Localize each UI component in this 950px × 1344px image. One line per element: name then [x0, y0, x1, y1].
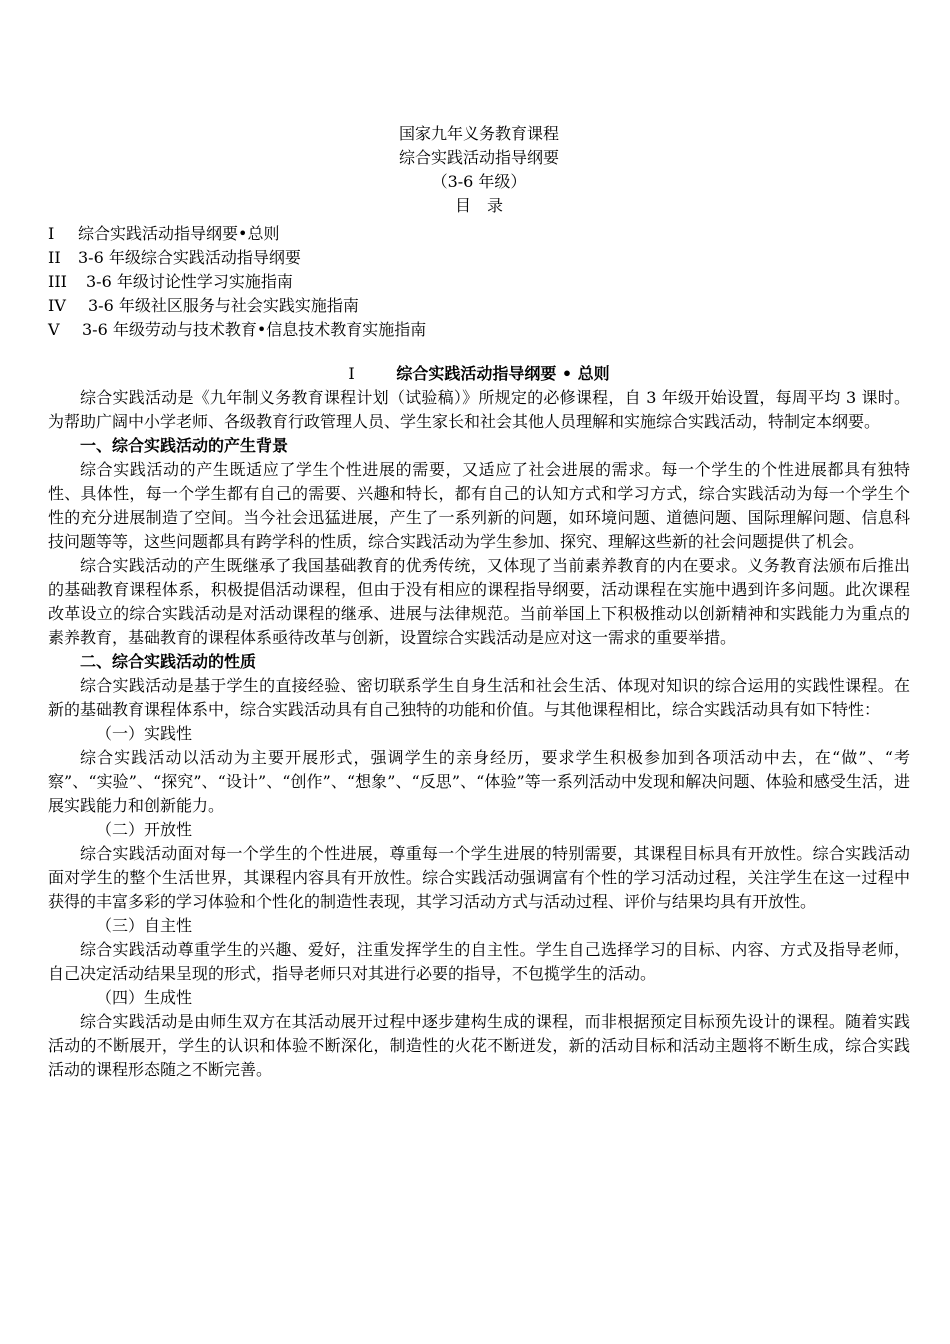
course-title: 国家九年义务教育课程 [398, 124, 559, 143]
section-heading [48, 362, 910, 386]
toc-item-text: 3-6 年级讨论性学习实施指南 [86, 272, 293, 291]
subheading-openness: （二）开放性 [96, 820, 193, 839]
toc-item-text: 3-6 年级劳动与技术教育•信息技术教育实施指南 [82, 320, 427, 339]
generative-paragraph: 综合实践活动是由师生双方在其活动展开过程中逐步建构生成的课程，而非根据预定目标预先设计的课程。随着实践活动的不断展开，学生的认识和体验不断深化，制造性的火花不断迸发，新的活动目标和活动主题将不断生成，综合实践活动的课程形态随之不断完善。 [48, 1012, 910, 1079]
toc-item [48, 294, 910, 318]
intro-paragraph: 综合实践活动是《九年制义务教育课程计划（试验稿）》所规定的必修课程，自 3 年级开始设置，每周平均 3 课时。为帮助广阔中小学老师、各级教育行政管理人员、学生家长和社会其他人员理解和实施综合实践活动，特制定本纲要。 [48, 388, 910, 431]
openness-paragraph: 综合实践活动面对每一个学生的个性进展，尊重每一个学生进展的特别需要，其课程目标具有开放性。综合实践活动面对学生的整个生活世界，其课程内容具有开放性。综合实践活动强调富有个性的学习活动过程，关注学生在这一过程中获得的丰富多彩的学习体验和个性化的制造性表现，其学习活动方式与活动过程、评价与结果均具有开放性。 [48, 844, 910, 911]
background-paragraph-1: 综合实践活动的产生既适应了学生个性进展的需要，又适应了社会进展的需求。每一个学生的个性进展都具有独特性、具体性，每一个学生都有自己的需要、兴趣和特长，都有自己的认知方式和学习方式，综合实践活动为每一个学生个性的充分进展制造了空间。当今社会迅猛进展，产生了一系列新的问题，如环境问题、道德问题、国际理解问题、信息科技问题等等，这些问题都具有跨学科的性质，综合实践活动为学生参加、探究、理解这些新的社会问题提供了机会。 [48, 460, 910, 551]
toc-item-number: V [48, 320, 60, 339]
toc-item-number: I [48, 224, 55, 243]
subheading-generative: （四）生成性 [96, 988, 193, 1007]
toc-item-text: 综合实践活动指导纲要•总则 [78, 224, 280, 243]
toc-item-text: 3-6 年级社区服务与社会实践实施指南 [88, 296, 359, 315]
grade-range: （3-6 年级） [431, 172, 527, 191]
heading-nature: 二、综合实践活动的性质 [80, 652, 257, 671]
toc-item [48, 270, 910, 294]
title-block [48, 122, 910, 218]
section-title-text: 综合实践活动指导纲要 • 总则 [396, 364, 610, 383]
nature-paragraph: 综合实践活动是基于学生的直接经验、密切联系学生自身生活和社会生活、体现对知识的综合运用的实践性课程。在新的基础教育课程体系中，综合实践活动具有自己独特的功能和价值。与其他课程相比，综合实践活动具有如下特性： [48, 676, 910, 719]
toc-item [48, 222, 910, 246]
autonomy-paragraph: 综合实践活动尊重学生的兴趣、爱好，注重发挥学生的自主性。学生自己选择学习的目标、内容、方式及指导老师，自己决定活动结果呈现的形式，指导老师只对其进行必要的指导，不包揽学生的活动。 [48, 940, 910, 983]
document-title: 综合实践活动指导纲要 [398, 148, 559, 167]
subheading-practice: （一）实践性 [96, 724, 193, 743]
section-number: I [348, 364, 355, 383]
toc-item [48, 246, 910, 270]
document-page [48, 122, 910, 1082]
toc-item [48, 318, 910, 342]
heading-background: 一、综合实践活动的产生背景 [80, 436, 289, 455]
subheading-autonomy: （三）自主性 [96, 916, 193, 935]
toc-item-number: II [48, 248, 61, 267]
table-of-contents [48, 222, 910, 342]
practice-paragraph: 综合实践活动以活动为主要开展形式，强调学生的亲身经历，要求学生积极参加到各项活动中去，在“做”、“考察”、“实验”、“探究”、“设计”、“创作”、“想象”、“反思”、“体验”等一系列活动中发现和解决问题、体验和感受生活，进展实践能力和创新能力。 [48, 748, 910, 815]
background-paragraph-2: 综合实践活动的产生既继承了我国基础教育的优秀传统，又体现了当前素养教育的内在要求。义务教育法颁布后推出的基础教育课程体系，积极提倡活动课程，但由于没有相应的课程指导纲要，活动课程在实施中遇到许多问题。此次课程改革设立的综合实践活动是对活动课程的继承、进展与法律规范。当前举国上下积极推动以创新精神和实践能力为重点的素养教育，基础教育的课程体系亟待改革与创新，设置综合实践活动是应对这一需求的重要举措。 [48, 556, 910, 647]
toc-item-number: IV [48, 296, 66, 315]
toc-heading: 目 录 [454, 196, 503, 215]
toc-item-number: III [48, 272, 67, 291]
toc-item-text: 3-6 年级综合实践活动指导纲要 [78, 248, 301, 267]
